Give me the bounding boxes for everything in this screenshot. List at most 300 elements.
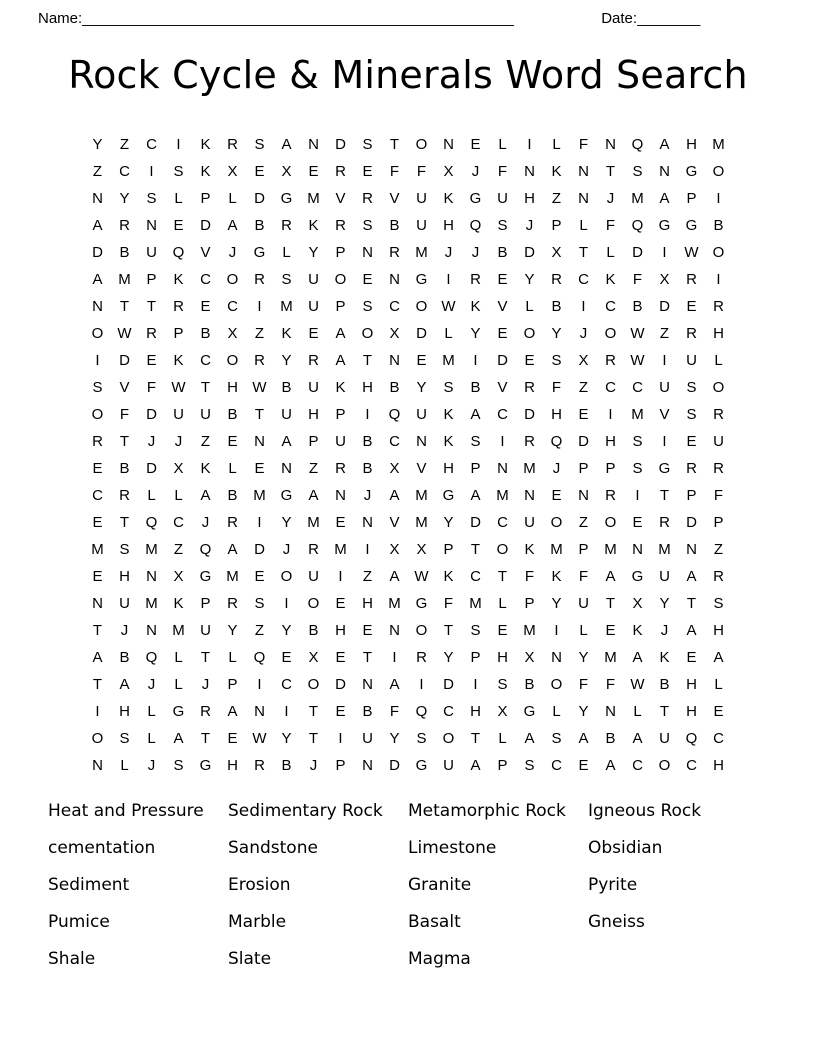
grid-letter[interactable]: N bbox=[605, 703, 616, 720]
grid-letter[interactable]: B bbox=[308, 622, 319, 639]
grid-letter[interactable]: Q bbox=[388, 406, 401, 423]
grid-letter[interactable]: O bbox=[550, 676, 563, 693]
grid-letter[interactable]: D bbox=[632, 244, 643, 261]
word-list-item[interactable]: Metamorphic Rock bbox=[408, 801, 566, 821]
grid-letter[interactable]: N bbox=[146, 622, 157, 639]
grid-letter[interactable]: M bbox=[415, 487, 428, 504]
grid-letter[interactable]: M bbox=[604, 649, 617, 666]
grid-letter[interactable]: X bbox=[389, 325, 400, 342]
grid-letter[interactable]: U bbox=[308, 298, 319, 315]
grid-letter[interactable]: T bbox=[119, 298, 130, 315]
grid-letter[interactable]: K bbox=[200, 136, 211, 153]
word-list-item[interactable]: Pyrite bbox=[588, 875, 638, 895]
grid-letter[interactable]: B bbox=[659, 676, 670, 693]
grid-letter[interactable]: J bbox=[147, 757, 156, 774]
grid-letter[interactable]: I bbox=[257, 298, 262, 315]
grid-letter[interactable]: G bbox=[280, 190, 293, 207]
grid-letter[interactable]: C bbox=[443, 703, 454, 720]
grid-letter[interactable]: C bbox=[200, 352, 211, 369]
grid-letter[interactable]: P bbox=[497, 757, 508, 774]
grid-letter[interactable]: Q bbox=[253, 649, 266, 666]
word-list-item[interactable]: Marble bbox=[228, 912, 287, 932]
grid-letter[interactable]: A bbox=[173, 730, 184, 747]
grid-letter[interactable]: N bbox=[92, 757, 103, 774]
grid-letter[interactable]: M bbox=[658, 541, 671, 558]
grid-letter[interactable]: F bbox=[578, 136, 589, 153]
grid-letter[interactable]: E bbox=[92, 460, 103, 477]
word-list-item[interactable]: Obsidian bbox=[588, 838, 663, 858]
grid-letter[interactable]: R bbox=[119, 487, 130, 504]
grid-letter[interactable]: Q bbox=[145, 514, 158, 531]
grid-letter[interactable]: W bbox=[441, 298, 456, 315]
grid-letter[interactable]: P bbox=[335, 757, 346, 774]
grid-letter[interactable]: F bbox=[524, 568, 535, 585]
grid-letter[interactable]: Z bbox=[200, 433, 211, 450]
grid-letter[interactable]: T bbox=[119, 514, 130, 531]
grid-letter[interactable]: L bbox=[606, 244, 615, 261]
grid-letter[interactable]: A bbox=[308, 487, 319, 504]
grid-letter[interactable]: L bbox=[579, 217, 588, 234]
grid-letter[interactable]: E bbox=[335, 595, 346, 612]
grid-letter[interactable]: X bbox=[308, 649, 319, 666]
grid-letter[interactable]: E bbox=[227, 730, 238, 747]
grid-letter[interactable]: W bbox=[171, 379, 186, 396]
grid-letter[interactable]: O bbox=[334, 271, 347, 288]
grid-letter[interactable]: F bbox=[713, 487, 724, 504]
grid-letter[interactable]: E bbox=[92, 514, 103, 531]
grid-letter[interactable]: R bbox=[254, 271, 265, 288]
grid-letter[interactable]: L bbox=[147, 703, 156, 720]
grid-letter[interactable]: H bbox=[524, 190, 535, 207]
grid-letter[interactable]: N bbox=[362, 244, 373, 261]
grid-letter[interactable]: P bbox=[686, 487, 697, 504]
grid-letter[interactable]: E bbox=[497, 622, 508, 639]
grid-letter[interactable]: C bbox=[605, 379, 616, 396]
grid-letter[interactable]: T bbox=[659, 487, 670, 504]
grid-letter[interactable]: C bbox=[173, 514, 184, 531]
grid-letter[interactable]: R bbox=[200, 703, 211, 720]
grid-letter[interactable]: U bbox=[200, 622, 211, 639]
grid-letter[interactable]: L bbox=[147, 487, 156, 504]
grid-letter[interactable]: A bbox=[659, 136, 670, 153]
grid-letter[interactable]: Y bbox=[551, 325, 562, 342]
grid-letter[interactable]: Y bbox=[551, 595, 562, 612]
grid-letter[interactable]: X bbox=[524, 649, 535, 666]
grid-letter[interactable]: Y bbox=[119, 190, 130, 207]
grid-letter[interactable]: R bbox=[227, 595, 238, 612]
grid-letter[interactable]: I bbox=[365, 541, 370, 558]
grid-letter[interactable]: Y bbox=[578, 649, 589, 666]
grid-letter[interactable]: O bbox=[91, 730, 104, 747]
grid-letter[interactable]: O bbox=[712, 244, 725, 261]
grid-letter[interactable]: H bbox=[443, 460, 454, 477]
grid-letter[interactable]: F bbox=[632, 271, 643, 288]
grid-letter[interactable]: N bbox=[551, 649, 562, 666]
grid-letter[interactable]: O bbox=[415, 622, 428, 639]
grid-letter[interactable]: M bbox=[442, 352, 455, 369]
grid-letter[interactable]: Y bbox=[659, 595, 670, 612]
grid-letter[interactable]: L bbox=[552, 136, 561, 153]
grid-letter[interactable]: E bbox=[686, 649, 697, 666]
grid-letter[interactable]: S bbox=[92, 379, 103, 396]
grid-letter[interactable]: N bbox=[524, 163, 535, 180]
grid-letter[interactable]: L bbox=[174, 190, 183, 207]
grid-letter[interactable]: O bbox=[307, 595, 320, 612]
grid-letter[interactable]: I bbox=[176, 136, 181, 153]
grid-letter[interactable]: E bbox=[146, 352, 157, 369]
grid-letter[interactable]: B bbox=[389, 379, 400, 396]
grid-letter[interactable]: X bbox=[389, 541, 400, 558]
grid-letter[interactable]: B bbox=[389, 217, 400, 234]
grid-letter[interactable]: T bbox=[362, 649, 373, 666]
grid-letter[interactable]: A bbox=[281, 433, 292, 450]
grid-letter[interactable]: C bbox=[281, 676, 292, 693]
grid-letter[interactable]: U bbox=[308, 568, 319, 585]
grid-letter[interactable]: S bbox=[632, 163, 643, 180]
grid-letter[interactable]: Y bbox=[443, 514, 454, 531]
grid-letter[interactable]: P bbox=[551, 217, 562, 234]
grid-letter[interactable]: E bbox=[254, 460, 265, 477]
grid-letter[interactable]: Q bbox=[550, 433, 563, 450]
grid-letter[interactable]: K bbox=[551, 163, 562, 180]
grid-letter[interactable]: L bbox=[174, 676, 183, 693]
grid-letter[interactable]: B bbox=[200, 325, 211, 342]
grid-letter[interactable]: Q bbox=[631, 217, 644, 234]
grid-letter[interactable]: M bbox=[469, 595, 482, 612]
grid-letter[interactable]: X bbox=[227, 163, 238, 180]
grid-letter[interactable]: T bbox=[308, 730, 319, 747]
grid-letter[interactable]: W bbox=[684, 244, 699, 261]
grid-letter[interactable]: R bbox=[713, 406, 724, 423]
grid-letter[interactable]: R bbox=[416, 649, 427, 666]
grid-letter[interactable]: P bbox=[173, 325, 184, 342]
grid-letter[interactable]: Y bbox=[578, 703, 589, 720]
grid-letter[interactable]: E bbox=[308, 325, 319, 342]
grid-letter[interactable]: S bbox=[416, 730, 427, 747]
grid-letter[interactable]: B bbox=[227, 406, 238, 423]
grid-letter[interactable]: H bbox=[713, 757, 724, 774]
grid-letter[interactable]: P bbox=[146, 271, 157, 288]
grid-letter[interactable]: Z bbox=[578, 379, 589, 396]
grid-letter[interactable]: C bbox=[632, 757, 643, 774]
grid-letter[interactable]: H bbox=[686, 136, 697, 153]
grid-letter[interactable]: I bbox=[392, 649, 397, 666]
grid-letter[interactable]: N bbox=[659, 163, 670, 180]
grid-letter[interactable]: N bbox=[362, 514, 373, 531]
grid-letter[interactable]: R bbox=[605, 487, 616, 504]
grid-letter[interactable]: S bbox=[254, 595, 265, 612]
grid-letter[interactable]: I bbox=[554, 622, 559, 639]
word-list-item[interactable]: Gneiss bbox=[588, 912, 645, 932]
grid-letter[interactable]: R bbox=[551, 271, 562, 288]
grid-letter[interactable]: Z bbox=[119, 136, 130, 153]
word-list-item[interactable]: Heat and Pressure bbox=[48, 801, 204, 821]
grid-letter[interactable]: E bbox=[362, 163, 373, 180]
grid-letter[interactable]: T bbox=[119, 433, 130, 450]
grid-letter[interactable]: B bbox=[632, 298, 643, 315]
grid-letter[interactable]: I bbox=[365, 406, 370, 423]
grid-letter[interactable]: Z bbox=[362, 568, 373, 585]
grid-letter[interactable]: N bbox=[416, 433, 427, 450]
grid-letter[interactable]: U bbox=[119, 595, 130, 612]
grid-letter[interactable]: K bbox=[200, 163, 211, 180]
grid-letter[interactable]: O bbox=[226, 271, 239, 288]
grid-letter[interactable]: R bbox=[713, 568, 724, 585]
grid-letter[interactable]: Y bbox=[524, 271, 535, 288]
grid-letter[interactable]: M bbox=[118, 271, 131, 288]
grid-letter[interactable]: U bbox=[524, 514, 535, 531]
grid-letter[interactable]: U bbox=[497, 190, 508, 207]
word-list-item[interactable]: Shale bbox=[48, 949, 96, 969]
grid-letter[interactable]: R bbox=[335, 460, 346, 477]
grid-letter[interactable]: E bbox=[578, 757, 589, 774]
grid-letter[interactable]: E bbox=[551, 487, 562, 504]
grid-letter[interactable]: R bbox=[227, 136, 238, 153]
grid-letter[interactable]: Y bbox=[308, 244, 319, 261]
grid-letter[interactable]: Y bbox=[227, 622, 238, 639]
grid-letter[interactable]: I bbox=[500, 433, 505, 450]
grid-letter[interactable]: C bbox=[497, 406, 508, 423]
grid-letter[interactable]: A bbox=[281, 136, 292, 153]
grid-letter[interactable]: I bbox=[473, 676, 478, 693]
grid-letter[interactable]: L bbox=[120, 757, 129, 774]
grid-letter[interactable]: N bbox=[146, 217, 157, 234]
grid-letter[interactable]: A bbox=[578, 730, 589, 747]
grid-letter[interactable]: A bbox=[605, 757, 616, 774]
grid-letter[interactable]: P bbox=[524, 595, 535, 612]
grid-letter[interactable]: K bbox=[443, 190, 454, 207]
grid-letter[interactable]: H bbox=[119, 568, 130, 585]
grid-letter[interactable]: X bbox=[173, 568, 184, 585]
grid-letter[interactable]: A bbox=[632, 730, 643, 747]
grid-letter[interactable]: N bbox=[92, 190, 103, 207]
grid-letter[interactable]: U bbox=[443, 757, 454, 774]
grid-letter[interactable]: E bbox=[335, 514, 346, 531]
grid-letter[interactable]: E bbox=[227, 433, 238, 450]
grid-letter[interactable]: R bbox=[227, 514, 238, 531]
grid-letter[interactable]: E bbox=[200, 298, 211, 315]
grid-letter[interactable]: H bbox=[551, 406, 562, 423]
grid-letter[interactable]: O bbox=[604, 325, 617, 342]
grid-letter[interactable]: H bbox=[713, 622, 724, 639]
grid-letter[interactable]: C bbox=[578, 271, 589, 288]
grid-letter[interactable]: K bbox=[443, 406, 454, 423]
grid-letter[interactable]: U bbox=[335, 433, 346, 450]
grid-letter[interactable]: J bbox=[525, 217, 534, 234]
grid-letter[interactable]: B bbox=[281, 379, 292, 396]
grid-letter[interactable]: A bbox=[227, 217, 238, 234]
grid-letter[interactable]: L bbox=[633, 703, 642, 720]
grid-letter[interactable]: R bbox=[335, 217, 346, 234]
grid-letter[interactable]: Z bbox=[173, 541, 184, 558]
grid-letter[interactable]: T bbox=[92, 676, 103, 693]
grid-letter[interactable]: S bbox=[362, 217, 373, 234]
grid-letter[interactable]: M bbox=[523, 622, 536, 639]
grid-letter[interactable]: R bbox=[308, 541, 319, 558]
grid-letter[interactable]: R bbox=[605, 352, 616, 369]
grid-letter[interactable]: M bbox=[631, 406, 644, 423]
grid-letter[interactable]: R bbox=[92, 433, 103, 450]
grid-letter[interactable]: T bbox=[362, 352, 373, 369]
grid-letter[interactable]: I bbox=[338, 730, 343, 747]
grid-letter[interactable]: C bbox=[497, 514, 508, 531]
grid-letter[interactable]: U bbox=[659, 568, 670, 585]
grid-letter[interactable]: P bbox=[200, 190, 211, 207]
grid-letter[interactable]: J bbox=[201, 676, 210, 693]
grid-letter[interactable]: R bbox=[524, 379, 535, 396]
grid-letter[interactable]: T bbox=[605, 595, 616, 612]
grid-letter[interactable]: G bbox=[442, 487, 455, 504]
grid-letter[interactable]: I bbox=[473, 352, 478, 369]
grid-letter[interactable]: C bbox=[632, 379, 643, 396]
grid-letter[interactable]: N bbox=[92, 595, 103, 612]
grid-letter[interactable]: U bbox=[416, 217, 427, 234]
grid-letter[interactable]: R bbox=[389, 244, 400, 261]
grid-letter[interactable]: P bbox=[605, 460, 616, 477]
grid-letter[interactable]: P bbox=[686, 190, 697, 207]
grid-letter[interactable]: T bbox=[389, 136, 400, 153]
grid-letter[interactable]: N bbox=[497, 460, 508, 477]
word-list-item[interactable]: Magma bbox=[408, 949, 471, 969]
grid-letter[interactable]: P bbox=[470, 460, 481, 477]
grid-letter[interactable]: O bbox=[307, 676, 320, 693]
grid-letter[interactable]: D bbox=[416, 325, 427, 342]
grid-letter[interactable]: Y bbox=[443, 649, 454, 666]
grid-letter[interactable]: F bbox=[146, 379, 157, 396]
grid-letter[interactable]: X bbox=[551, 244, 562, 261]
grid-letter[interactable]: O bbox=[550, 514, 563, 531]
grid-letter[interactable]: T bbox=[92, 622, 103, 639]
grid-letter[interactable]: F bbox=[578, 568, 589, 585]
grid-letter[interactable]: C bbox=[713, 730, 724, 747]
grid-letter[interactable]: T bbox=[578, 244, 589, 261]
grid-letter[interactable]: O bbox=[658, 757, 671, 774]
grid-letter[interactable]: H bbox=[686, 676, 697, 693]
grid-letter[interactable]: M bbox=[604, 541, 617, 558]
grid-letter[interactable]: J bbox=[309, 757, 318, 774]
grid-letter[interactable]: T bbox=[254, 406, 265, 423]
grid-letter[interactable]: R bbox=[173, 298, 184, 315]
grid-letter[interactable]: U bbox=[713, 433, 724, 450]
grid-letter[interactable]: U bbox=[200, 406, 211, 423]
grid-letter[interactable]: F bbox=[497, 163, 508, 180]
grid-letter[interactable]: G bbox=[253, 244, 266, 261]
grid-letter[interactable]: R bbox=[659, 514, 670, 531]
grid-letter[interactable]: M bbox=[226, 568, 239, 585]
grid-letter[interactable]: A bbox=[335, 352, 346, 369]
grid-letter[interactable]: I bbox=[338, 568, 343, 585]
grid-letter[interactable]: R bbox=[686, 271, 697, 288]
grid-letter[interactable]: H bbox=[713, 325, 724, 342]
word-list-item[interactable]: Pumice bbox=[48, 912, 110, 932]
grid-letter[interactable]: R bbox=[335, 163, 346, 180]
word-list-item[interactable]: Granite bbox=[408, 875, 472, 895]
grid-letter[interactable]: O bbox=[496, 541, 509, 558]
grid-letter[interactable]: R bbox=[686, 460, 697, 477]
grid-letter[interactable]: T bbox=[443, 622, 454, 639]
grid-letter[interactable]: N bbox=[308, 136, 319, 153]
grid-letter[interactable]: T bbox=[605, 163, 616, 180]
grid-letter[interactable]: M bbox=[415, 244, 428, 261]
grid-letter[interactable]: W bbox=[630, 325, 645, 342]
grid-letter[interactable]: J bbox=[228, 244, 237, 261]
grid-letter[interactable]: U bbox=[659, 730, 670, 747]
grid-letter[interactable]: L bbox=[228, 460, 237, 477]
grid-letter[interactable]: Q bbox=[685, 730, 698, 747]
word-list-item[interactable]: Erosion bbox=[228, 875, 291, 895]
grid-letter[interactable]: L bbox=[147, 730, 156, 747]
grid-letter[interactable]: Z bbox=[578, 514, 589, 531]
grid-letter[interactable]: W bbox=[252, 379, 267, 396]
grid-letter[interactable]: I bbox=[662, 433, 667, 450]
grid-letter[interactable]: E bbox=[362, 271, 373, 288]
grid-letter[interactable]: M bbox=[631, 190, 644, 207]
grid-letter[interactable]: M bbox=[253, 487, 266, 504]
grid-letter[interactable]: A bbox=[632, 649, 643, 666]
grid-letter[interactable]: N bbox=[146, 568, 157, 585]
grid-letter[interactable]: S bbox=[173, 757, 184, 774]
grid-letter[interactable]: Q bbox=[172, 244, 185, 261]
grid-letter[interactable]: F bbox=[389, 703, 400, 720]
grid-letter[interactable]: A bbox=[389, 568, 400, 585]
grid-letter[interactable]: G bbox=[415, 271, 428, 288]
grid-letter[interactable]: V bbox=[200, 244, 211, 261]
grid-letter[interactable]: J bbox=[660, 622, 669, 639]
grid-letter[interactable]: G bbox=[415, 595, 428, 612]
grid-letter[interactable]: E bbox=[497, 271, 508, 288]
grid-letter[interactable]: I bbox=[662, 352, 667, 369]
grid-letter[interactable]: D bbox=[335, 676, 346, 693]
grid-letter[interactable]: R bbox=[308, 352, 319, 369]
word-list-item[interactable]: Sedimentary Rock bbox=[228, 801, 383, 821]
grid-letter[interactable]: P bbox=[200, 595, 211, 612]
grid-letter[interactable]: Y bbox=[281, 730, 292, 747]
grid-letter[interactable]: F bbox=[605, 217, 616, 234]
grid-letter[interactable]: N bbox=[686, 541, 697, 558]
grid-letter[interactable]: T bbox=[659, 703, 670, 720]
grid-letter[interactable]: V bbox=[497, 298, 508, 315]
grid-letter[interactable]: K bbox=[200, 460, 211, 477]
grid-letter[interactable]: L bbox=[525, 298, 534, 315]
grid-letter[interactable]: U bbox=[416, 190, 427, 207]
grid-letter[interactable]: A bbox=[470, 487, 481, 504]
grid-letter[interactable]: S bbox=[497, 217, 508, 234]
grid-letter[interactable]: J bbox=[471, 163, 480, 180]
grid-letter[interactable]: U bbox=[173, 406, 184, 423]
grid-letter[interactable]: N bbox=[389, 271, 400, 288]
grid-letter[interactable]: Y bbox=[281, 514, 292, 531]
grid-letter[interactable]: S bbox=[551, 352, 562, 369]
grid-letter[interactable]: J bbox=[579, 325, 588, 342]
grid-letter[interactable]: L bbox=[228, 649, 237, 666]
grid-letter[interactable]: H bbox=[362, 595, 373, 612]
grid-letter[interactable]: D bbox=[92, 244, 103, 261]
grid-letter[interactable]: V bbox=[389, 190, 400, 207]
grid-letter[interactable]: O bbox=[91, 406, 104, 423]
grid-letter[interactable]: H bbox=[119, 703, 130, 720]
grid-letter[interactable]: W bbox=[630, 676, 645, 693]
grid-letter[interactable]: F bbox=[119, 406, 130, 423]
grid-letter[interactable]: A bbox=[389, 676, 400, 693]
grid-letter[interactable]: L bbox=[714, 676, 723, 693]
grid-letter[interactable]: T bbox=[200, 730, 211, 747]
grid-letter[interactable]: Z bbox=[92, 163, 103, 180]
grid-letter[interactable]: U bbox=[146, 244, 157, 261]
grid-letter[interactable]: E bbox=[173, 217, 184, 234]
grid-letter[interactable]: H bbox=[308, 406, 319, 423]
grid-letter[interactable]: J bbox=[444, 244, 453, 261]
grid-letter[interactable]: P bbox=[713, 514, 724, 531]
